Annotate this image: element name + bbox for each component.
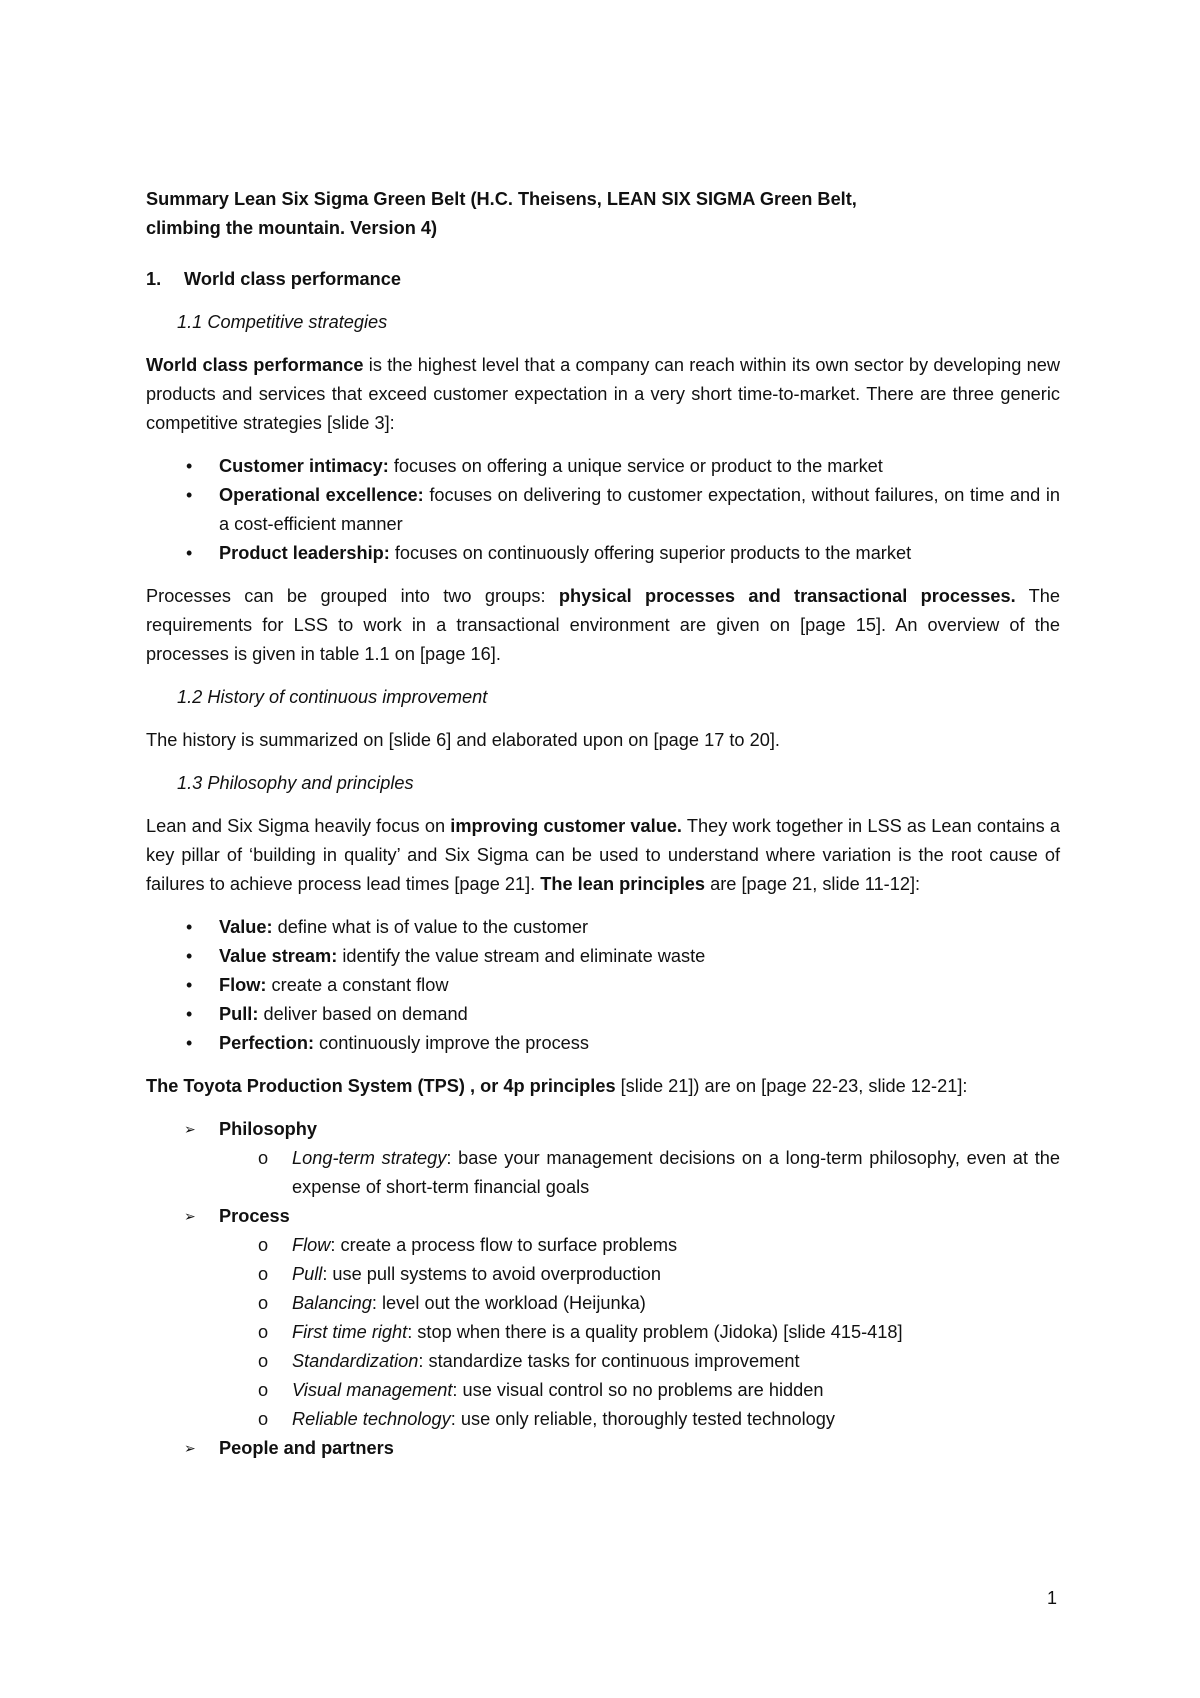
document-page	[146, 185, 1060, 1477]
tps-item-label: Philosophy	[219, 1119, 318, 1139]
list-item-desc: deliver based on demand	[258, 1004, 468, 1024]
list-item	[146, 971, 1060, 1000]
paragraph-tps	[146, 1072, 1060, 1101]
subsection-heading-1-3: 1.3 Philosophy and principles	[177, 773, 414, 793]
tps-list	[146, 1115, 1060, 1463]
list-item	[146, 942, 1060, 971]
list-item-term: Operational excellence:	[219, 485, 424, 505]
process-sublist	[146, 1231, 1060, 1434]
sub-item-desc: : base your management decisions on a long-term philosophy, even at the expense of short-term financial goals	[292, 1148, 1060, 1197]
sub-list-item	[146, 1144, 1060, 1202]
list-item	[146, 913, 1060, 942]
list-item-desc: focuses on continuously offering superior products to the market	[389, 543, 912, 563]
title-line-1: Summary Lean Six Sigma Green Belt (H.C. Theisens, LEAN SIX SIGMA Green Belt,	[146, 189, 857, 209]
list-item-desc: focuses on offering a unique service or product to the market	[388, 456, 883, 476]
paragraph-history: The history is summarized on [slide 6] and elaborated upon on [page 17 to 20].	[146, 730, 780, 750]
sub-list-item	[146, 1318, 1060, 1347]
tps-sublist-wrapper	[146, 1231, 1060, 1434]
sub-item-term: Reliable technology	[292, 1409, 451, 1429]
sub-item-desc: : level out the workload (Heijunka)	[371, 1293, 646, 1313]
bold-term: The Toyota Production System (TPS) , or 4p principles	[146, 1076, 616, 1096]
sub-list-item	[146, 1376, 1060, 1405]
tps-item-people	[146, 1434, 1060, 1463]
sub-list-item	[146, 1347, 1060, 1376]
list-item-term: Value stream:	[219, 946, 338, 966]
section-label: World class performance	[184, 269, 401, 289]
section-heading-1	[146, 265, 1060, 294]
list-item	[146, 481, 1060, 539]
list-item-term: Value:	[219, 917, 273, 937]
paragraph-processes	[146, 582, 1060, 669]
list-item-term: Product leadership:	[219, 543, 390, 563]
sub-list-item	[146, 1231, 1060, 1260]
bold-term: physical processes and transactional processes.	[558, 586, 1016, 606]
bold-term: The lean principles	[540, 874, 706, 894]
sub-item-desc: : use visual control so no problems are hidden	[452, 1380, 824, 1400]
sub-item-term: Balancing	[292, 1293, 372, 1313]
sub-item-desc: : standardize tasks for continuous improvement	[418, 1351, 800, 1371]
sub-item-desc: : create a process flow to surface problems	[330, 1235, 678, 1255]
list-item-desc: identify the value stream and eliminate waste	[337, 946, 706, 966]
sub-item-term: Long-term strategy	[292, 1148, 447, 1168]
paragraph-text: Processes can be grouped into two groups:	[146, 586, 559, 606]
sub-list-item	[146, 1260, 1060, 1289]
section-number: 1.	[146, 269, 162, 289]
subsection-heading-1-2: 1.2 History of continuous improvement	[177, 687, 488, 707]
tps-sublist-wrapper	[146, 1144, 1060, 1202]
paragraph-text: [slide 21]) are on [page 22-23, slide 12-21]:	[615, 1076, 968, 1096]
tps-item-philosophy	[146, 1115, 1060, 1144]
paragraph-text: Lean and Six Sigma heavily focus on	[146, 816, 451, 836]
list-item	[146, 1029, 1060, 1058]
bold-term: improving customer value.	[450, 816, 682, 836]
tps-item-label: People and partners	[219, 1438, 394, 1458]
list-item-term: Pull:	[219, 1004, 259, 1024]
title-line-2: climbing the mountain. Version 4)	[146, 218, 438, 238]
paragraph-text: is the highest level that a company can reach within its own sector by developing new products and services that exceed customer expectation in a very short time-to-market. There are three generic competitive strategies [slide 3]:	[146, 355, 1060, 433]
philosophy-sublist	[146, 1144, 1060, 1202]
lean-principles-list	[146, 913, 1060, 1058]
list-item	[146, 1000, 1060, 1029]
list-item-desc: focuses on delivering to customer expectation, without failures, on time and in a cost-efficient manner	[219, 485, 1060, 534]
tps-item-label: Process	[219, 1206, 290, 1226]
paragraph-text: They work together in LSS as Lean contains a key pillar of ‘building in quality’ and Six Sigma can be used to understand where variation is the root cause of failures to achieve process lead times [page 21].	[146, 816, 1061, 894]
paragraph-text: The requirements for LSS to work in a transactional environment are given on [page 15]. An overview of the processes is given in table 1.1 on [page 16].	[146, 586, 1060, 664]
list-item-desc: define what is of value to the customer	[272, 917, 588, 937]
sub-item-term: Visual management	[292, 1380, 453, 1400]
paragraph-philosophy	[146, 812, 1060, 899]
list-item-term: Customer intimacy:	[219, 456, 389, 476]
list-item-desc: create a constant flow	[266, 975, 449, 995]
sub-item-desc: : use pull systems to avoid overproduction	[322, 1264, 661, 1284]
sub-item-term: Flow	[292, 1235, 331, 1255]
sub-item-term: Standardization	[292, 1351, 419, 1371]
list-item-term: Flow:	[219, 975, 267, 995]
tps-item-process	[146, 1202, 1060, 1231]
list-item-term: Perfection:	[219, 1033, 314, 1053]
bold-term: World class performance	[146, 355, 364, 375]
list-item	[146, 452, 1060, 481]
sub-item-term: Pull	[292, 1264, 323, 1284]
sub-item-desc: : use only reliable, thoroughly tested technology	[450, 1409, 835, 1429]
sub-item-term: First time right	[292, 1322, 408, 1342]
sub-item-desc: : stop when there is a quality problem (Jidoka) [slide 415-418]	[407, 1322, 903, 1342]
subsection-heading-1-1: 1.1 Competitive strategies	[177, 312, 388, 332]
page-number: 1	[1047, 1588, 1058, 1608]
document-title	[146, 185, 1060, 243]
sub-list-item	[146, 1405, 1060, 1434]
strategies-list	[146, 452, 1060, 568]
paragraph-text: are [page 21, slide 11-12]:	[705, 874, 921, 894]
paragraph-world-class	[146, 351, 1060, 438]
list-item	[146, 539, 1060, 568]
list-item-desc: continuously improve the process	[314, 1033, 589, 1053]
sub-list-item	[146, 1289, 1060, 1318]
